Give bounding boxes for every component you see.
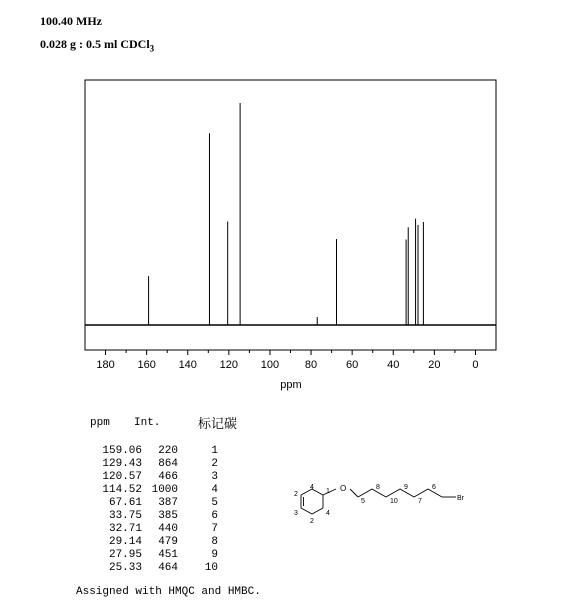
benzene-ring [301,489,323,514]
atom-label: 5 [361,498,365,505]
row-label: 4 [211,484,218,496]
x-tick-label: 80 [304,359,318,371]
atom-label-oxygen: O [340,484,347,493]
alkyl-chain [358,489,442,497]
peaks-group [149,103,424,325]
atom-label: 8 [376,484,380,491]
row-label: 2 [211,458,218,470]
table-header-ppm: ppm [90,417,110,429]
assignment-note: Assigned with HMQC and HMBC. [76,586,261,598]
row-ppm: 67.61 [108,497,142,509]
row-int: 466 [158,471,178,483]
structure-bonds [301,489,456,514]
row-ppm: 32.71 [108,523,142,535]
row-label: 1 [211,445,218,457]
table-header-assignment: 标记碳 [198,417,238,432]
spectrometer-frequency: 100.40 MHz [40,14,102,28]
atom-label: 4 [310,484,314,491]
x-tick-label: 120 [219,359,239,371]
row-label: 5 [211,497,218,509]
bond-o-c5 [350,489,358,497]
row-ppm: 114.52 [102,484,142,496]
x-tick-label: 60 [346,359,359,371]
x-tick-label: 160 [137,359,156,371]
x-tick-label: 180 [96,359,115,371]
atom-label: 10 [390,498,398,505]
atom-label: 2 [310,518,314,525]
sample-concentration-main: 0.028 g : 0.5 ml CDCl [40,37,150,51]
row-int: 220 [158,445,178,457]
row-int: 479 [158,536,178,548]
x-axis-ticks [96,350,478,371]
atom-label: 4 [326,510,330,517]
x-tick-label: 100 [260,359,280,371]
row-ppm: 159.06 [102,445,142,457]
atom-label: 6 [432,484,436,491]
row-int: 440 [158,523,178,535]
plot-frame [85,80,496,350]
row-ppm: 129.43 [102,458,142,470]
row-int: 864 [158,458,178,470]
atom-label-bromine: Br [457,495,464,502]
sample-concentration-subscript: 3 [149,43,155,54]
atom-label: 7 [418,498,422,505]
x-tick-label: 140 [178,359,197,371]
row-label: 6 [211,510,218,522]
row-label: 10 [204,562,218,574]
table-header-int: Int. [134,417,161,429]
row-label: 8 [211,536,218,548]
x-tick-label: 40 [387,359,400,371]
row-ppm: 27.95 [108,549,142,561]
row-ppm: 33.75 [108,510,142,522]
row-ppm: 25.33 [108,562,142,574]
row-label: 3 [211,471,218,483]
row-label: 9 [211,549,218,561]
row-int: 451 [158,549,178,561]
x-tick-label: 0 [472,359,479,371]
x-axis-label: ppm [280,379,302,391]
row-ppm: 120.57 [102,471,142,483]
atom-label: 1 [326,488,330,495]
atom-label: 3 [294,510,298,517]
atom-label: 2 [294,491,298,498]
row-label: 7 [211,523,218,535]
row-int: 387 [158,497,178,509]
row-ppm: 29.14 [108,536,142,548]
row-int: 385 [158,510,178,522]
atom-label: 9 [404,484,408,491]
row-int: 464 [158,562,178,574]
x-tick-label: 20 [428,359,441,371]
row-int: 1000 [151,484,178,496]
bond-c1-o [323,489,336,495]
